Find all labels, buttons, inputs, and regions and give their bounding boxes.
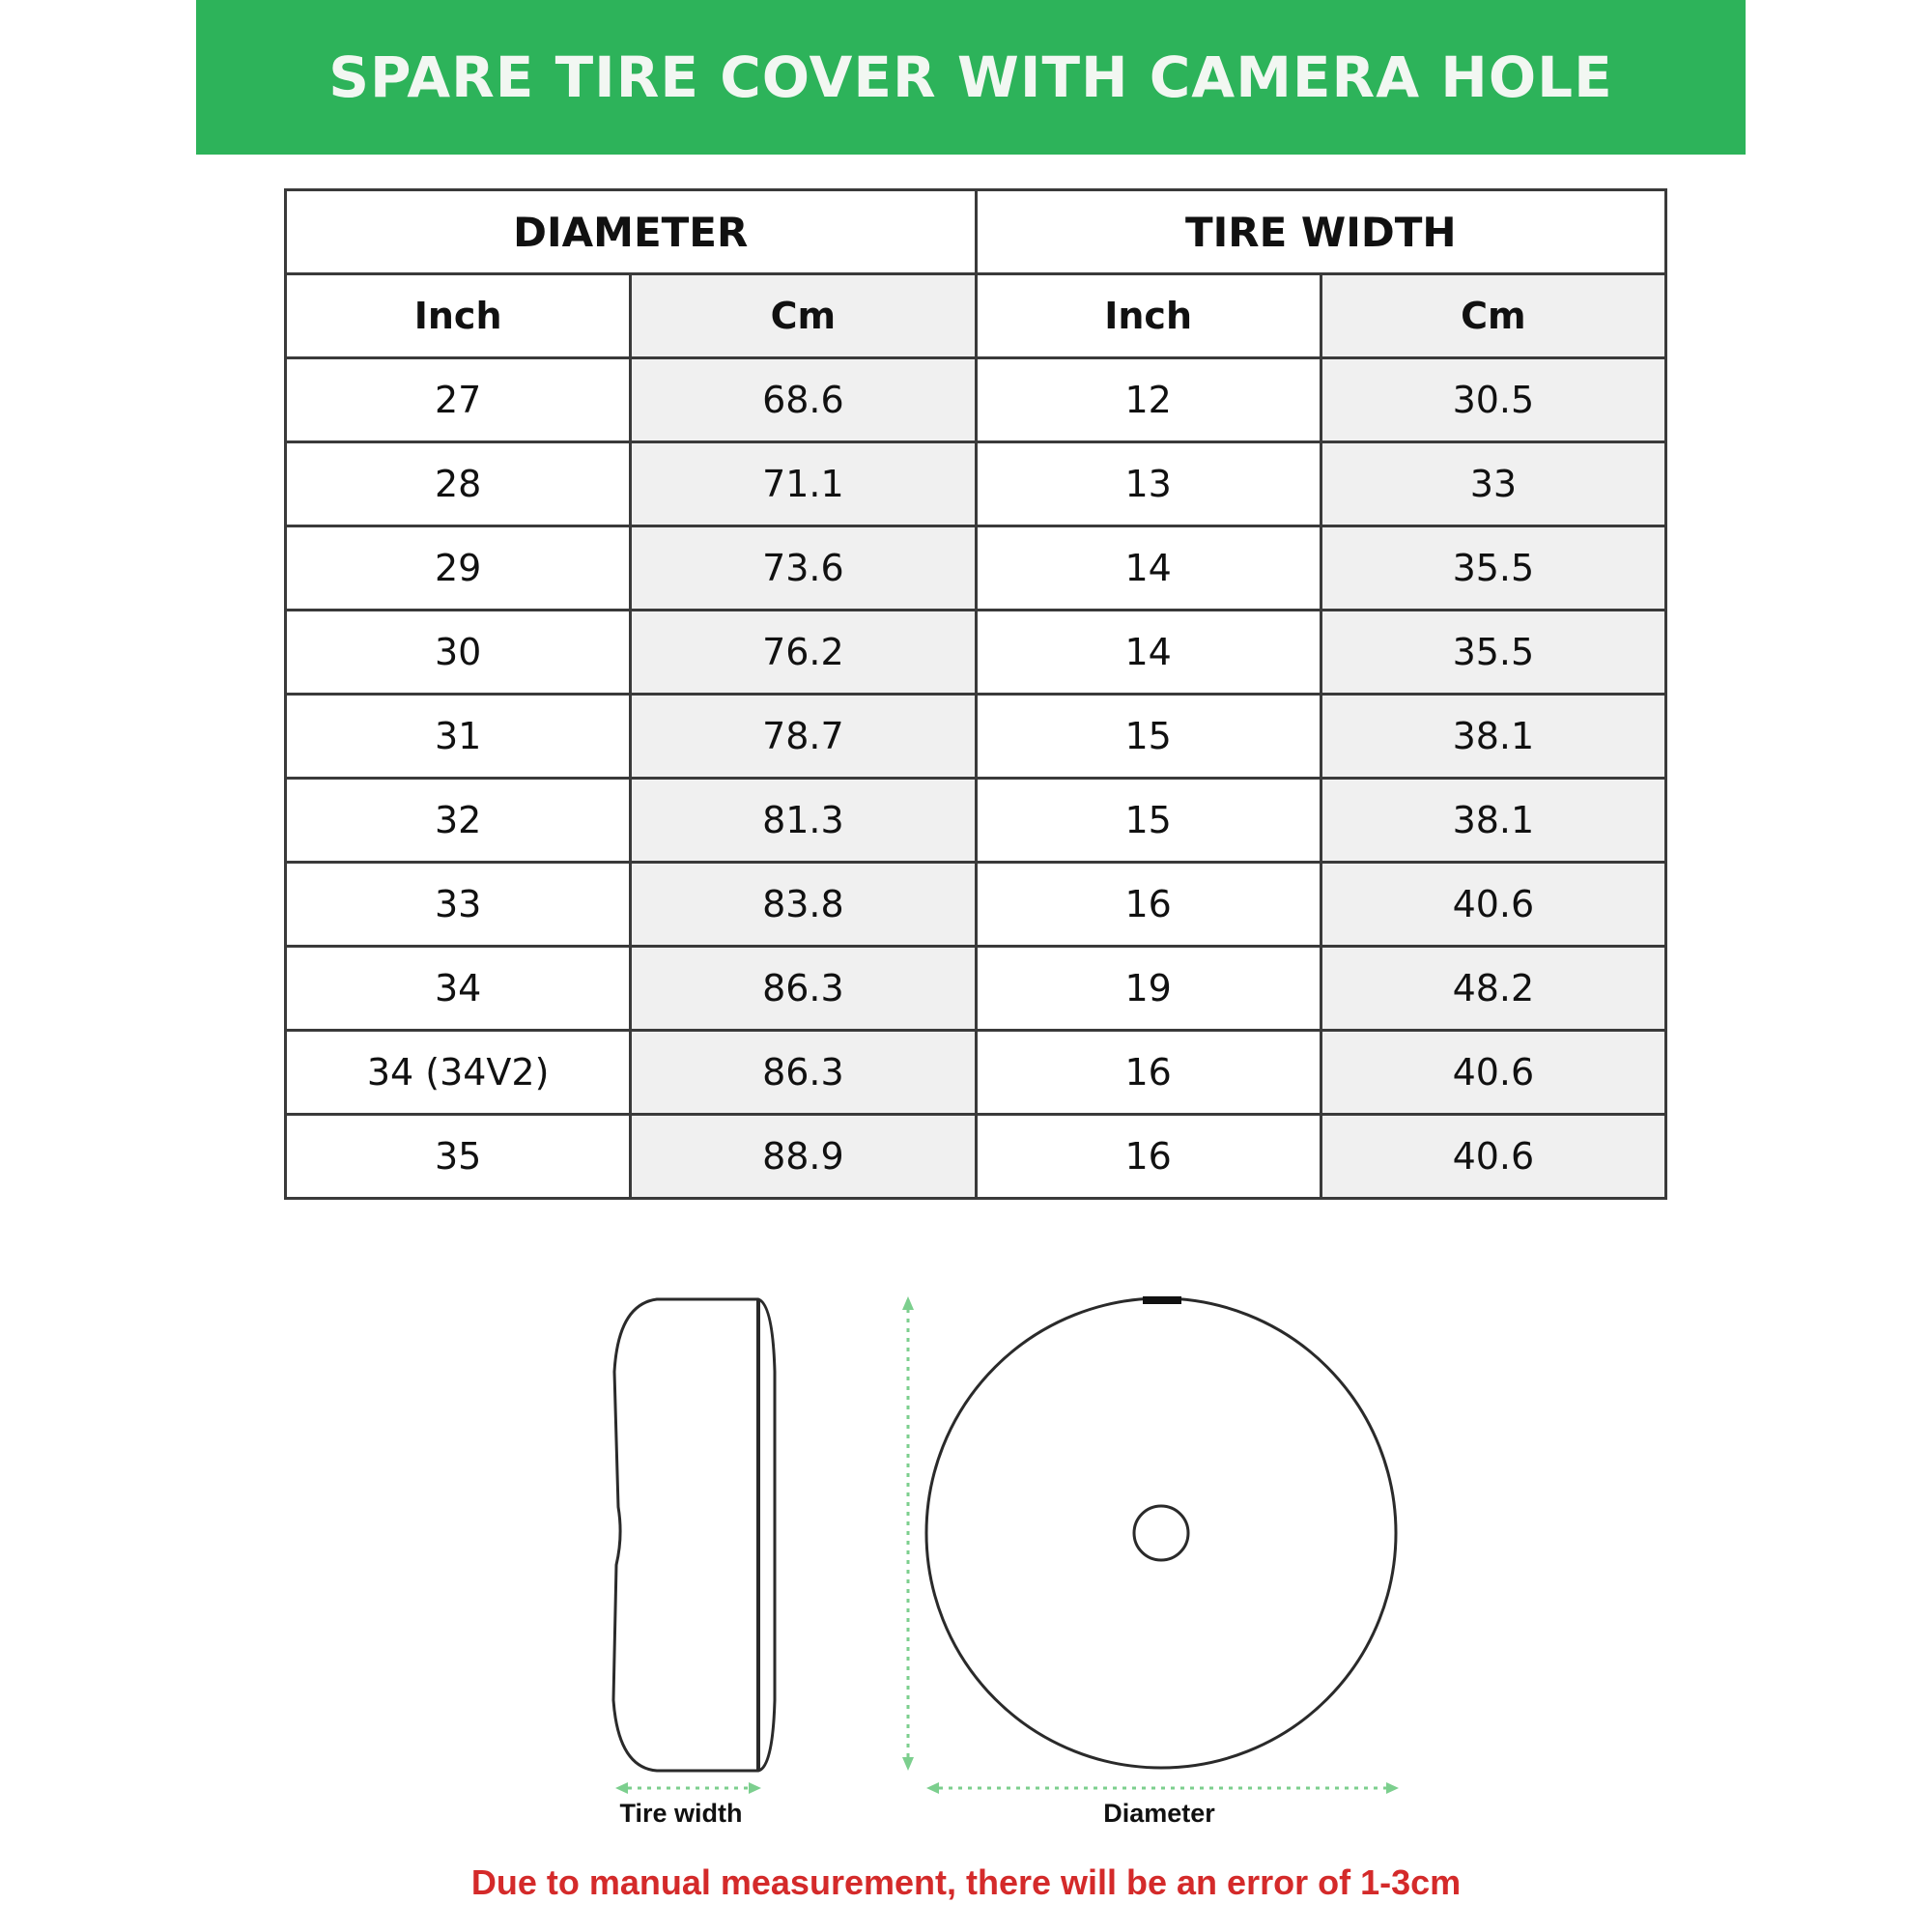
diameter-group-header: DIAMETER	[286, 190, 977, 274]
width-cm-cell: 38.1	[1321, 779, 1665, 863]
width-cm-cell: 40.6	[1321, 1115, 1665, 1199]
diameter-cm-cell: 68.6	[631, 358, 976, 442]
width-inch-cell: 15	[976, 779, 1321, 863]
tire-width-arrow-left-head	[615, 1782, 628, 1794]
width-cm-cell: 35.5	[1321, 526, 1665, 611]
width-inch-cell: 12	[976, 358, 1321, 442]
width-cm-cell: 40.6	[1321, 1031, 1665, 1115]
diameter-inch-header: Inch	[286, 274, 631, 358]
width-inch-cell: 16	[976, 1031, 1321, 1115]
diameter-inch-cell: 32	[286, 779, 631, 863]
width-cm-cell: 40.6	[1321, 863, 1665, 947]
diameter-cm-cell: 83.8	[631, 863, 976, 947]
width-inch-header: Inch	[976, 274, 1321, 358]
diameter-horizontal-arrow-left-head	[926, 1782, 939, 1794]
diameter-inch-cell: 34 (34V2)	[286, 1031, 631, 1115]
width-cm-cell: 35.5	[1321, 611, 1665, 695]
diameter-inch-cell: 34	[286, 947, 631, 1031]
diameter-cm-cell: 86.3	[631, 947, 976, 1031]
page-title: SPARE TIRE COVER WITH CAMERA HOLE	[328, 44, 1613, 110]
width-cm-cell: 30.5	[1321, 358, 1665, 442]
width-cm-header: Cm	[1321, 274, 1665, 358]
measurement-note: Due to manual measurement, there will be an error of 1-3cm	[470, 1862, 1462, 1902]
tire-front-view	[926, 1298, 1396, 1768]
tire-width-arrow-right-head	[749, 1782, 761, 1794]
diameter-inch-cell: 31	[286, 695, 631, 779]
diameter-cm-cell: 76.2	[631, 611, 976, 695]
diameter-cm-cell: 81.3	[631, 779, 976, 863]
diameter-cm-header: Cm	[631, 274, 976, 358]
diameter-horizontal-arrow-right-head	[1386, 1782, 1399, 1794]
camera-hole-tab	[1143, 1296, 1181, 1304]
diameter-vertical-arrow-bottom-head	[902, 1757, 914, 1771]
width-inch-cell: 15	[976, 695, 1321, 779]
width-cm-cell: 33	[1321, 442, 1665, 526]
width-cm-cell: 38.1	[1321, 695, 1665, 779]
diameter-cm-cell: 78.7	[631, 695, 976, 779]
tire-side-view	[613, 1299, 775, 1771]
diameter-inch-cell: 27	[286, 358, 631, 442]
diameter-cm-cell: 73.6	[631, 526, 976, 611]
width-inch-cell: 16	[976, 863, 1321, 947]
diameter-cm-cell: 86.3	[631, 1031, 976, 1115]
camera-hole	[1134, 1506, 1188, 1560]
tire-width-label: Tire width	[619, 1799, 743, 1828]
width-inch-cell: 19	[976, 947, 1321, 1031]
width-cm-cell: 48.2	[1321, 947, 1665, 1031]
width-inch-cell: 14	[976, 611, 1321, 695]
diameter-cm-cell: 88.9	[631, 1115, 976, 1199]
width-inch-cell: 16	[976, 1115, 1321, 1199]
width-inch-cell: 14	[976, 526, 1321, 611]
diameter-inch-cell: 33	[286, 863, 631, 947]
diameter-vertical-arrow-top-head	[902, 1296, 914, 1310]
diameter-label: Diameter	[1103, 1799, 1215, 1828]
diameter-inch-cell: 30	[286, 611, 631, 695]
diameter-cm-cell: 71.1	[631, 442, 976, 526]
width-inch-cell: 13	[976, 442, 1321, 526]
diameter-inch-cell: 35	[286, 1115, 631, 1199]
diameter-inch-cell: 29	[286, 526, 631, 611]
diameter-inch-cell: 28	[286, 442, 631, 526]
tire-width-group-header: TIRE WIDTH	[976, 190, 1666, 274]
